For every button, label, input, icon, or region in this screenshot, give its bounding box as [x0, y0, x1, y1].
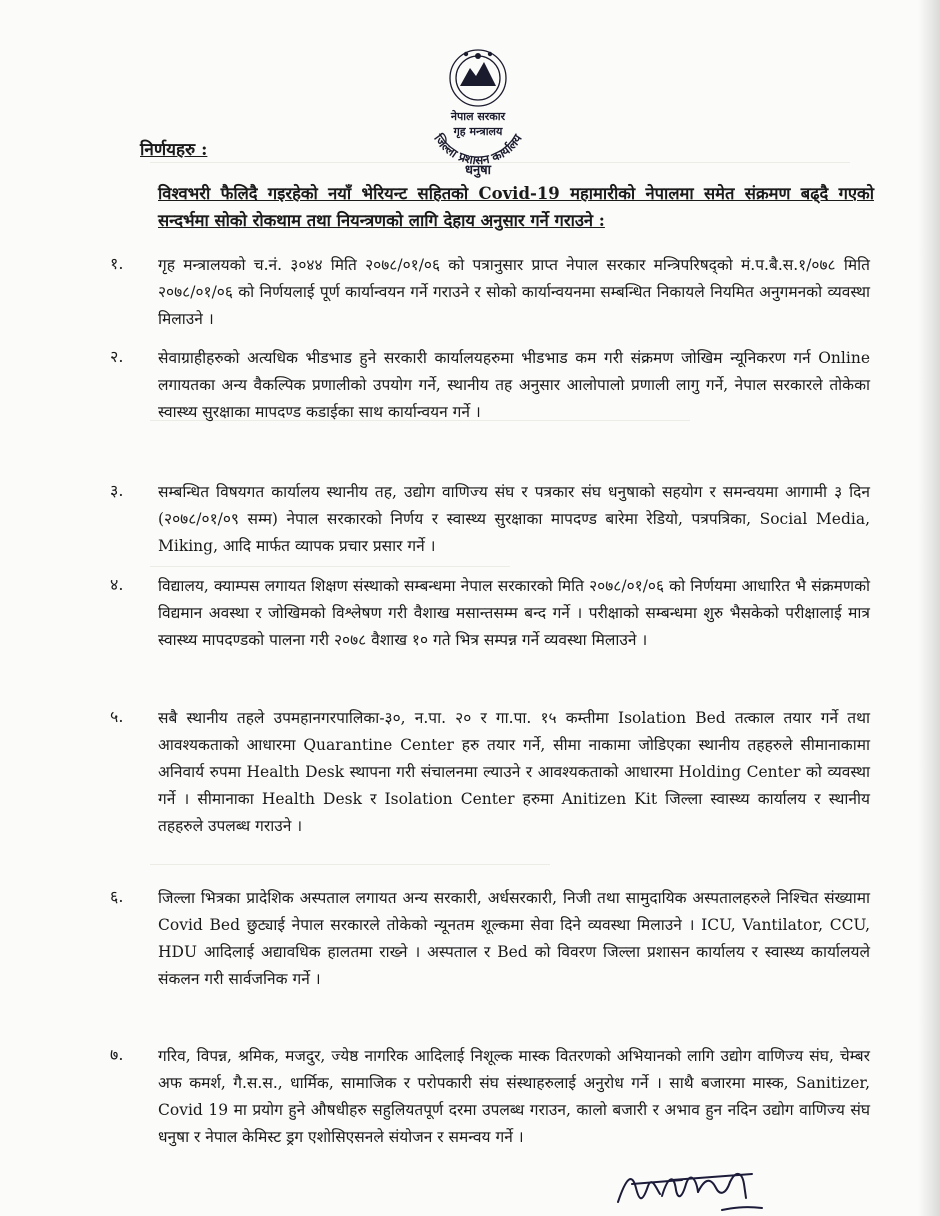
seal-line-2: गृह मन्त्रालय [453, 125, 503, 138]
item-text: जिल्ला भित्रका प्रादेशिक अस्पताल लगायत अन्य सरकारी, अर्धसरकारी, निजी तथा सामुदायिक अस्पतालहरुले निश्चित संख्यामा Covid Bed छुट्याई नेपाल सरकारले तोकेको न्यूनतम शूल्कमा सेवा दिने व्यवस्था मिलाउने । ICU, Vantilator, CCU, HDU आदिलाई अद्यावधिक हालतमा राख्ने । अस्पताल र Bed को विवरण जिल्ला प्रशासन कार्यालय र स्वास्थ्य कार्यालयले संकलन गरी सार्वजनिक गर्ने । [158, 889, 870, 988]
item-number: ३. [110, 481, 124, 500]
item-number: ५. [110, 707, 124, 726]
show-through-line [150, 566, 510, 567]
show-through-line [150, 864, 550, 865]
seal-line-1: नेपाल सरकार [450, 110, 506, 123]
government-seal [408, 40, 548, 180]
item-number: ७. [110, 1045, 124, 1064]
item-text: सबै स्थानीय तहले उपमहानगरपालिका-३०, न.पा. २० र गा.पा. १५ कम्तीमा Isolation Bed तत्काल तयार गर्ने तथा आवश्यकताको आधारमा Quarantine Center हरु तयार गर्ने, सीमा नाकामा जोडिएका स्थानीय तहहरुले सीमानाकामा अनिवार्य रुपमा Health Desk स्थापना गरी संचालनमा ल्याउने र आवश्यकताको आधारमा Holding Center को व्यवस्था गर्ने । सीमानाका Health Desk र Isolation Center हरुमा Anitizen Kit जिल्ला स्वास्थ्य कार्यालय र स्थानीय तहहरुले उपलब्ध गराउने । [158, 709, 870, 835]
item-text: सेवाग्राहीहरुको अत्यधिक भीडभाड हुने सरकारी कार्यालयहरुमा भीडभाड कम गरी संक्रमण जोखिम न्यूनिकरण गर्न Online लगायतका अन्य वैकल्पिक प्रणालीको उपयोग गर्ने, स्थानीय तह अनुसार आलोपालो प्रणाली लागु गर्ने, नेपाल सरकारले तोकेका स्वास्थ्य सुरक्षाका मापदण्ड कडाईका साथ कार्यान्वयन गर्ने । [158, 349, 870, 421]
item-text: गृह मन्त्रालयको च.नं. ३०४४ मिति २०७८/०१/०६ को पत्रानुसार प्राप्त नेपाल सरकार मन्त्रिपरिषद्को मं.प.बै.स.१/०७८ मिति २०७८/०१/०६ को निर्णयलाई पूर्ण कार्यान्वयन गर्ने गराउने र सोको कार्यान्वयनमा सम्बन्धित निकायले नियमित अनुगमनको व्यवस्था मिलाउने । [158, 256, 870, 328]
item-number: २. [110, 347, 124, 366]
item-text: गरिव, विपन्न, श्रमिक, मजदुर, ज्येष्ठ नागरिक आदिलाई निशूल्क मास्क वितरणको अभियानको लागि उद्योग वाणिज्य संघ, चेम्बर अफ कमर्श, गै.स.स., धार्मिक, सामाजिक र परोपकारी संघ संस्थाहरुलाई अनुरोध गर्ने । साथै बजारमा मास्क, Sanitizer, Covid 19 मा प्रयोग हुने औषधीहरु सहुलियतपूर्ण दरमा उपलब्ध गराउन, कालो बजारी र अभाव हुन नदिन उद्योग वाणिज्य संघ धनुषा र नेपाल केमिस्ट ड्रग एशोसिएसनले संयोजन र समन्वय गर्ने । [158, 1047, 870, 1146]
seal-line-4: धनुषा [464, 163, 492, 178]
item-number: १. [110, 254, 124, 273]
handwritten-signature [612, 1158, 782, 1216]
item-text: सम्बन्धित विषयगत कार्यालय स्थानीय तह, उद्योग वाणिज्य संघ र पत्रकार संघ धनुषाको सहयोग र समन्वयमा आगामी ३ दिन (२०७८/०१/०९ सम्म) नेपाल सरकारको निर्णय र स्वास्थ्य सुरक्षाका मापदण्ड बारेमा रेडियो, पत्रपत्रिका, Social Media, Miking, आदि मार्फत व्यापक प्रचार प्रसार गर्ने । [158, 483, 870, 555]
scan-edge-shadow [918, 0, 940, 1216]
seal-line-3: जिल्ला प्रशासन कार्यालय [431, 131, 525, 168]
item-text: विद्यालय, क्याम्पस लगायत शिक्षण संस्थाको सम्बन्धमा नेपाल सरकारको मिति २०७८/०१/०६ को निर्णयमा आधारित भै संक्रमणको विद्यमान अवस्था र जोखिमको विश्लेषण गरी वैशाख मसान्तसम्म बन्द गर्ने । परीक्षाको सम्बन्धमा शुरु भैसकेको परीक्षालाई मात्र स्वास्थ्य मापदण्डको पालना गरी २०७८ वैशाख १० गते भित्र सम्पन्न गर्ने व्यवस्था मिलाउने । [158, 577, 870, 649]
decisions-heading: निर्णयहरु : [140, 140, 208, 160]
item-number: ४. [110, 575, 124, 594]
item-number: ६. [110, 887, 124, 906]
subject-line: विश्वभरी फैलिदै गइरहेको नयाँ भेरियन्ट सहितको Covid-19 महामारीको नेपालमा समेत संक्रमण बढ्दै गएको सन्दर्भमा सोको रोकथाम तथा नियन्त्रणको लागि देहाय अनुसार गर्ने गराउने : [158, 184, 874, 230]
